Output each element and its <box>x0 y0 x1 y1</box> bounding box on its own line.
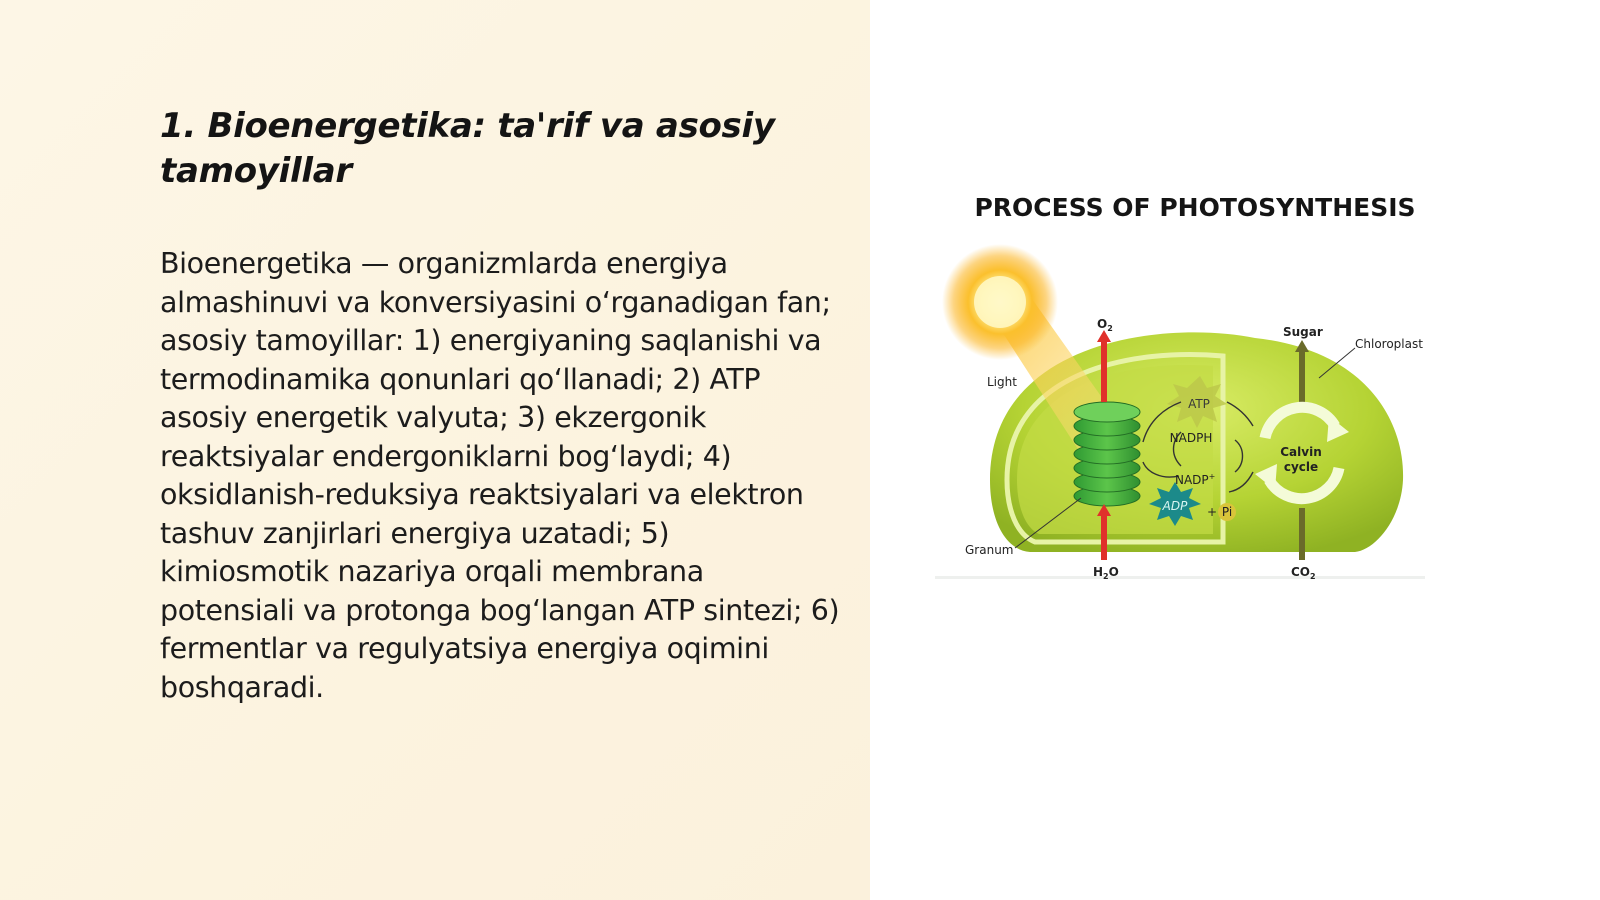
co2-arrow <box>1299 508 1305 560</box>
nadph-label: NADPH <box>1169 431 1213 445</box>
granum-stack <box>1074 402 1140 506</box>
atp-label: ATP <box>1188 397 1210 411</box>
calvin-label-line2: cycle <box>1283 460 1319 474</box>
slide-title: 1. Bioenergetika: ta'rif va asosiy tamoyillar <box>160 106 775 191</box>
photosynthesis-illustration <box>935 180 1455 600</box>
slide-body-text: Bioenergetika — organizmlarda energiya almashinuvi va konversiyasini o‘rganadigan fan; asosiy tamoyillar: 1) energiyaning saqlanishi va termodinamika qonunlari qo‘llanadi; 2) ATP asosiy energetik valyuta; 3) ekzergonik reaktsiyalar endergoniklarni bog‘laydi; 4) oksidlanish-reduksiya reaktsiyalari va elektron tashuv zanjirlari energiya uzatadi; 5) kimiosmotik nazariya orqali membrana potensiali va protonga bog‘langan ATP sintezi; 6) fermentlar va regulyatsiya energiya oqimini boshqaradi. <box>160 247 840 704</box>
pi-label: Pi <box>1221 505 1233 519</box>
co2-label: $CO_2$ <box>1291 565 1316 581</box>
adp-label: ADP <box>1162 499 1188 513</box>
nadp-label: NADP+ <box>1175 472 1216 487</box>
plus-sign: + <box>1207 505 1218 519</box>
granum-label: Granum <box>965 543 1014 557</box>
ground-line <box>935 576 1425 579</box>
calvin-label-line1: Calvin <box>1280 445 1322 459</box>
o2-label: $O_2$ <box>1097 317 1113 333</box>
chloroplast-label: Chloroplast <box>1355 337 1423 351</box>
diagram-title: PROCESS OF PHOTOSYNTHESIS <box>974 193 1416 222</box>
sugar-label: Sugar <box>1283 325 1323 339</box>
light-label: Light <box>987 375 1017 389</box>
h2o-label: $H_2O$ <box>1093 565 1119 581</box>
sun-core <box>974 276 1026 328</box>
photosynthesis-diagram <box>935 180 1455 600</box>
